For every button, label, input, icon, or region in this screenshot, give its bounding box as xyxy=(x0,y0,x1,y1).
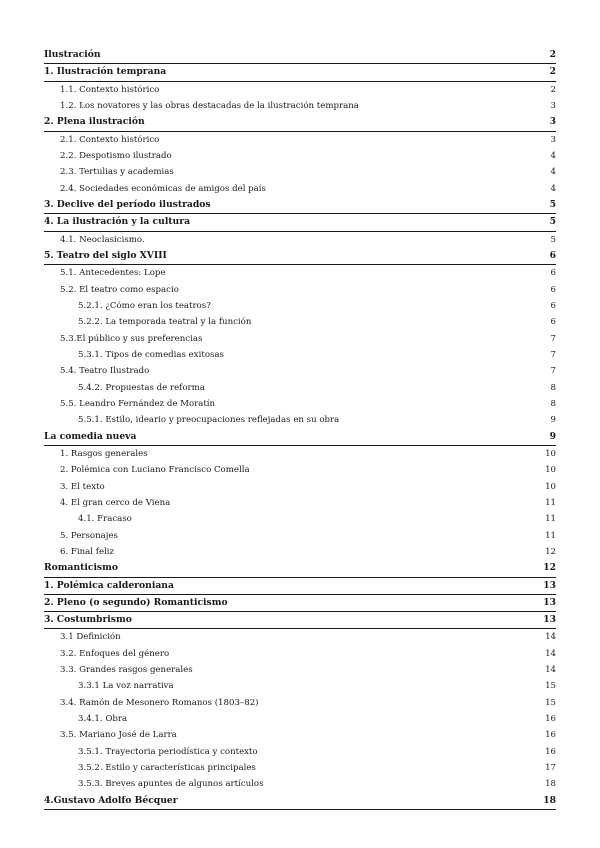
toc-entry-page-number: 12 xyxy=(543,562,556,574)
toc-section-entry[interactable] xyxy=(44,114,556,131)
toc-subsection-entry[interactable] xyxy=(44,462,556,478)
toc-entry-title: 5.3.1. Tipos de comedias exitosas xyxy=(78,349,224,360)
toc-entry-page-number: 2 xyxy=(549,49,556,60)
toc-entry-title: 3.4. Ramón de Mesonero Romanos (1803–82) xyxy=(60,697,259,708)
toc-entry-page-number: 15 xyxy=(545,697,556,708)
toc-entry-page-number: 8 xyxy=(550,398,556,409)
toc-section-entry[interactable] xyxy=(44,560,556,577)
toc-entry-title: 2.2. Despotismo ilustrado xyxy=(60,150,172,161)
toc-subsection-entry[interactable] xyxy=(44,662,556,678)
toc-entry-page-number: 10 xyxy=(545,448,556,459)
toc-subsection-entry[interactable] xyxy=(44,148,556,164)
toc-section-entry[interactable] xyxy=(44,64,556,81)
toc-subsection-entry[interactable] xyxy=(44,282,556,298)
toc-subsection-entry[interactable] xyxy=(44,232,556,248)
toc-entry-title: 4. El gran cerco de Viena xyxy=(60,497,171,508)
toc-entry-title: 2. Polémica con Luciano Francisco Comella xyxy=(60,465,250,476)
toc-entry-page-number: 15 xyxy=(545,681,556,692)
toc-entry-page-number: 18 xyxy=(543,794,556,806)
toc-entry-page-number: 10 xyxy=(545,481,556,492)
toc-entry-title: 1.1. Contexto histórico xyxy=(60,84,160,95)
toc-subsubsection-entry[interactable] xyxy=(44,298,556,314)
toc-entry-title: 2. Pleno (o segundo) Romanticismo xyxy=(44,596,228,608)
toc-entry-title: 5.2.1. ¿Cómo eran los teatros? xyxy=(78,300,211,311)
toc-entry-page-number: 16 xyxy=(545,746,556,757)
toc-entry-page-number: 6 xyxy=(549,249,556,261)
toc-entry-page-number: 7 xyxy=(550,366,556,377)
toc-entry-title: Ilustración xyxy=(44,49,101,60)
toc-subsubsection-entry[interactable] xyxy=(44,511,556,527)
toc-entry-page-number: 13 xyxy=(543,596,556,608)
toc-entry-page-number: 17 xyxy=(545,763,556,774)
toc-entry-title: La comedia nueva xyxy=(44,430,137,442)
toc-entry-title: 3.1 Definición xyxy=(60,632,121,643)
toc-entry-title: 2.4. Sociedades económicas de amigos del país xyxy=(60,183,266,194)
toc-subsection-entry[interactable] xyxy=(44,164,556,180)
toc-entry-title: 1.2. Los novatores y las obras destacadas de la ilustración temprana xyxy=(60,100,359,111)
toc-entry-page-number: 3 xyxy=(549,116,556,128)
toc-entry-title: 2.3. Tertulias y academias xyxy=(60,167,174,178)
toc-entry-title: 5.4.2. Propuestas de reforma xyxy=(78,382,205,393)
toc-subsubsection-entry[interactable] xyxy=(44,776,556,792)
toc-entry-page-number: 4 xyxy=(550,167,556,178)
toc-entry-title: 2.1. Contexto histórico xyxy=(60,134,160,145)
toc-subsubsection-entry[interactable] xyxy=(44,347,556,363)
toc-entry-title: 5.2.2. La temporada teatral y la función xyxy=(78,317,252,328)
toc-section-entry[interactable] xyxy=(44,578,556,595)
toc-subsubsection-entry[interactable] xyxy=(44,412,556,428)
toc-subsection-entry[interactable] xyxy=(44,629,556,645)
toc-entry-title: 3.3. Grandes rasgos generales xyxy=(60,665,193,676)
table-of-contents xyxy=(44,47,556,810)
toc-entry-page-number: 6 xyxy=(550,268,556,279)
toc-entry-title: 5.5. Leandro Fernández de Moratín xyxy=(60,398,216,409)
toc-section-entry[interactable] xyxy=(44,595,556,612)
toc-entry-page-number: 5 xyxy=(549,198,556,210)
toc-section-entry[interactable] xyxy=(44,214,556,231)
toc-subsubsection-entry[interactable] xyxy=(44,678,556,694)
toc-entry-page-number: 11 xyxy=(545,497,556,508)
toc-entry-page-number: 2 xyxy=(550,84,556,95)
toc-subsection-entry[interactable] xyxy=(44,446,556,462)
toc-section-entry[interactable] xyxy=(44,429,556,446)
toc-subsubsection-entry[interactable] xyxy=(44,380,556,396)
toc-entry-page-number: 5 xyxy=(550,234,556,245)
toc-entry-title: 4.1. Fracaso xyxy=(78,514,132,525)
toc-entry-title: 3.5.1. Trayectoria periodística y contexto xyxy=(78,746,258,757)
toc-entry-title: 4. La ilustración y la cultura xyxy=(44,216,191,228)
toc-subsection-entry[interactable] xyxy=(44,181,556,197)
toc-entry-page-number: 8 xyxy=(550,382,556,393)
toc-entry-page-number: 4 xyxy=(550,150,556,161)
toc-subsection-entry[interactable] xyxy=(44,265,556,281)
toc-subsection-entry[interactable] xyxy=(44,695,556,711)
toc-subsection-entry[interactable] xyxy=(44,98,556,114)
toc-entry-title: 5.3.El público y sus preferencias xyxy=(60,333,203,344)
toc-entry-page-number: 12 xyxy=(545,546,556,557)
toc-entry-title: 5.5.1. Estilo, ideario y preocupaciones reflejadas en su obra xyxy=(78,415,340,426)
toc-entry-page-number: 14 xyxy=(545,648,556,659)
toc-entry-page-number: 6 xyxy=(550,317,556,328)
toc-entry-page-number: 6 xyxy=(550,300,556,311)
toc-entry-title: 3.5.2. Estilo y características principales xyxy=(78,763,256,774)
toc-entry-title: Romanticismo xyxy=(44,562,118,574)
toc-entry-page-number: 13 xyxy=(543,579,556,591)
toc-entry-title: 5.2. El teatro como espacio xyxy=(60,284,179,295)
toc-entry-title: 5. Teatro del siglo XVIII xyxy=(44,249,167,261)
toc-section-entry[interactable] xyxy=(44,47,556,64)
toc-subsection-entry[interactable] xyxy=(44,479,556,495)
toc-entry-page-number: 18 xyxy=(545,779,556,790)
toc-subsection-entry[interactable] xyxy=(44,727,556,743)
toc-section-entry[interactable] xyxy=(44,248,556,265)
toc-entry-page-number: 16 xyxy=(545,730,556,741)
toc-entry-title: 1. Ilustración temprana xyxy=(44,66,167,78)
toc-entry-title: 3. Costumbrismo xyxy=(44,614,132,626)
toc-subsection-entry[interactable] xyxy=(44,646,556,662)
toc-entry-page-number: 14 xyxy=(545,665,556,676)
toc-entry-page-number: 10 xyxy=(545,465,556,476)
toc-subsection-entry[interactable] xyxy=(44,132,556,148)
toc-entry-page-number: 3 xyxy=(550,134,556,145)
toc-entry-title: 4.Gustavo Adolfo Bécquer xyxy=(44,794,178,806)
toc-section-entry[interactable] xyxy=(44,197,556,214)
toc-subsubsection-entry[interactable] xyxy=(44,760,556,776)
toc-entry-title: 5.1. Antecedentes: Lope xyxy=(60,268,166,279)
toc-subsection-entry[interactable] xyxy=(44,495,556,511)
toc-subsubsection-entry[interactable] xyxy=(44,711,556,727)
toc-section-entry[interactable] xyxy=(44,612,556,629)
toc-subsection-entry[interactable] xyxy=(44,528,556,544)
toc-entry-page-number: 14 xyxy=(545,632,556,643)
toc-entry-page-number: 11 xyxy=(545,514,556,525)
toc-entry-title: 3.5. Mariano José de Larra xyxy=(60,730,177,741)
toc-subsection-entry[interactable] xyxy=(44,363,556,379)
toc-entry-page-number: 5 xyxy=(549,216,556,228)
toc-entry-page-number: 16 xyxy=(545,714,556,725)
toc-entry-page-number: 13 xyxy=(543,614,556,626)
toc-entry-title: 3. Declive del período ilustrados xyxy=(44,198,211,210)
toc-entry-title: 5.4. Teatro Ilustrado xyxy=(60,366,150,377)
toc-entry-page-number: 6 xyxy=(550,284,556,295)
toc-entry-page-number: 2 xyxy=(549,66,556,78)
toc-subsubsection-entry[interactable] xyxy=(44,744,556,760)
toc-entry-title: 3.2. Enfoques del género xyxy=(60,648,170,659)
toc-section-entry[interactable] xyxy=(44,793,556,810)
toc-entry-title: 5. Personajes xyxy=(60,530,118,541)
toc-entry-title: 1. Rasgos generales xyxy=(60,448,148,459)
toc-entry-page-number: 7 xyxy=(550,333,556,344)
toc-entry-page-number: 9 xyxy=(549,430,556,442)
toc-entry-page-number: 4 xyxy=(550,183,556,194)
toc-entry-title: 3.5.3. Breves apuntes de algunos artículos xyxy=(78,779,264,790)
toc-entry-title: 3. El texto xyxy=(60,481,105,492)
toc-entry-page-number: 3 xyxy=(550,100,556,111)
toc-entry-title: 4.1. Neoclasicismo. xyxy=(60,234,145,245)
toc-subsubsection-entry[interactable] xyxy=(44,314,556,330)
toc-entry-page-number: 7 xyxy=(550,349,556,360)
toc-subsection-entry[interactable] xyxy=(44,544,556,560)
toc-entry-title: 3.3.1 La voz narrativa xyxy=(78,681,174,692)
toc-entry-title: 6. Final feliz xyxy=(60,546,115,557)
toc-subsection-entry[interactable] xyxy=(44,396,556,412)
toc-entry-title: 3.4.1. Obra xyxy=(78,714,128,725)
toc-entry-page-number: 11 xyxy=(545,530,556,541)
toc-subsection-entry[interactable] xyxy=(44,331,556,347)
toc-entry-page-number: 9 xyxy=(550,415,556,426)
toc-entry-title: 1. Polémica calderoniana xyxy=(44,579,174,591)
toc-entry-title: 2. Plena ilustración xyxy=(44,116,145,128)
toc-subsection-entry[interactable] xyxy=(44,82,556,98)
